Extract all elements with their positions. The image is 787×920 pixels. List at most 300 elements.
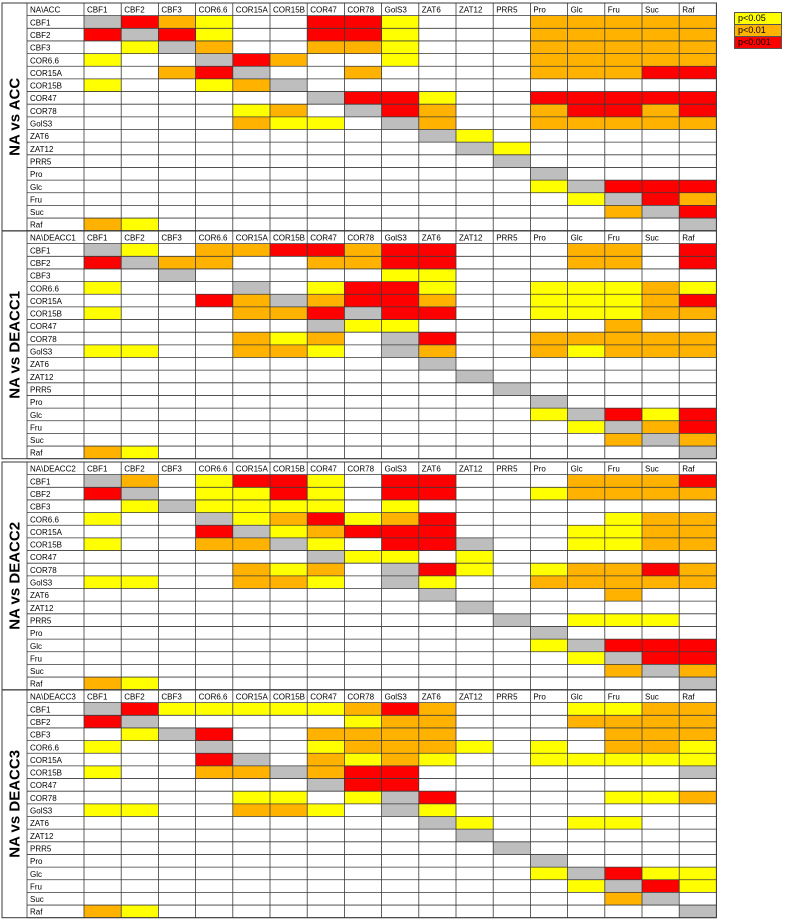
heatmap-cell: [419, 905, 456, 918]
heatmap-cell: [605, 383, 642, 396]
heatmap-cell: [84, 892, 121, 905]
column-label: CBF1: [87, 5, 108, 15]
heatmap-cell: [84, 639, 121, 652]
significance-legend: [734, 12, 782, 49]
heatmap-cell: [642, 854, 679, 867]
heatmap-cell: [196, 104, 233, 117]
heatmap-cell: [121, 728, 158, 741]
heatmap-cell: [605, 282, 642, 295]
heatmap-cell: [642, 269, 679, 282]
heatmap-cell: [84, 601, 121, 614]
heatmap-cell: [344, 829, 381, 842]
heatmap-cell: [233, 320, 270, 333]
heatmap-cell: [568, 892, 605, 905]
heatmap-cell: [419, 130, 456, 143]
heatmap-cell: [307, 218, 344, 231]
heatmap-cell: [344, 370, 381, 383]
heatmap-cell: [307, 370, 344, 383]
heatmap-cell: [270, 576, 307, 589]
row-label: Pro: [30, 857, 43, 867]
heatmap-cell: [270, 320, 307, 333]
heatmap-cell: [382, 307, 419, 320]
heatmap-cell: [158, 905, 195, 918]
row-label: GolS3: [30, 806, 53, 816]
heatmap-cell: [679, 791, 716, 804]
heatmap-cell: [233, 167, 270, 180]
heatmap-cell: [456, 626, 493, 639]
heatmap-cell: [456, 703, 493, 716]
heatmap-cell: [568, 370, 605, 383]
row-label: COR78: [30, 793, 57, 803]
heatmap-cell: [196, 446, 233, 459]
heatmap-cell: [642, 626, 679, 639]
column-label: Fru: [607, 464, 620, 474]
heatmap-cell: [158, 779, 195, 792]
heatmap-cell: [233, 92, 270, 105]
heatmap-cell: [679, 79, 716, 92]
heatmap-cell: [196, 282, 233, 295]
column-label: COR15B: [273, 464, 306, 474]
heatmap-cell: [419, 728, 456, 741]
heatmap-cell: [158, 817, 195, 830]
heatmap-cell: [568, 408, 605, 421]
heatmap-panel: [2, 3, 716, 231]
heatmap-cell: [121, 563, 158, 576]
heatmap-cell: [121, 358, 158, 371]
heatmap-cell: [530, 475, 567, 488]
heatmap-cell: [419, 513, 456, 526]
heatmap-cell: [84, 345, 121, 358]
heatmap-cell: [530, 383, 567, 396]
row-label: CBF2: [30, 258, 51, 268]
panel-title: NA vs DEACC1: [6, 290, 24, 399]
heatmap-cell: [196, 193, 233, 206]
heatmap-cell: [456, 487, 493, 500]
heatmap-cell: [530, 741, 567, 754]
heatmap-cell: [84, 92, 121, 105]
heatmap-cell: [121, 205, 158, 218]
heatmap-cell: [679, 332, 716, 345]
row-label: Glc: [30, 182, 42, 192]
panel-title: NA vs DEACC3: [6, 749, 24, 858]
heatmap-cell: [456, 728, 493, 741]
heatmap-cell: [642, 779, 679, 792]
heatmap-cell: [642, 28, 679, 41]
heatmap-cell: [382, 130, 419, 143]
heatmap-cell: [605, 395, 642, 408]
heatmap-cell: [493, 345, 530, 358]
heatmap-cell: [84, 513, 121, 526]
heatmap-cell: [642, 766, 679, 779]
heatmap-cell: [642, 475, 679, 488]
heatmap-cell: [679, 142, 716, 155]
column-label: COR6.6: [198, 464, 228, 474]
heatmap-cell: [456, 256, 493, 269]
heatmap-cell: [679, 525, 716, 538]
heatmap-cell: [233, 345, 270, 358]
heatmap-cell: [344, 487, 381, 500]
heatmap-cell: [456, 269, 493, 282]
corner-label: NA\ACC: [30, 5, 61, 15]
heatmap-cell: [382, 370, 419, 383]
heatmap-cell: [493, 294, 530, 307]
row-label: Fru: [30, 195, 42, 205]
heatmap-cell: [382, 41, 419, 54]
heatmap-cell: [530, 244, 567, 257]
heatmap-cell: [196, 205, 233, 218]
column-label: Pro: [533, 464, 546, 474]
heatmap-cell: [382, 791, 419, 804]
heatmap-cell: [679, 395, 716, 408]
heatmap-cell: [270, 487, 307, 500]
heatmap-cell: [679, 370, 716, 383]
column-label: COR78: [347, 692, 375, 702]
heatmap-cell: [419, 433, 456, 446]
heatmap-cell: [605, 307, 642, 320]
heatmap-cell: [270, 218, 307, 231]
heatmap-cell: [605, 54, 642, 67]
heatmap-cell: [84, 218, 121, 231]
column-label: COR78: [347, 233, 375, 243]
heatmap-cell: [456, 193, 493, 206]
heatmap-cell: [456, 66, 493, 79]
heatmap-cell: [158, 345, 195, 358]
heatmap-cell: [84, 79, 121, 92]
heatmap-cell: [568, 180, 605, 193]
heatmap-cell: [382, 408, 419, 421]
heatmap-cell: [419, 551, 456, 564]
heatmap-cell: [158, 880, 195, 893]
heatmap-cell: [121, 345, 158, 358]
heatmap-cell: [196, 155, 233, 168]
heatmap-cell: [605, 589, 642, 602]
heatmap-cell: [568, 167, 605, 180]
row-label: ZAT12: [30, 831, 54, 841]
heatmap-cell: [307, 626, 344, 639]
heatmap-cell: [642, 358, 679, 371]
heatmap-cell: [84, 294, 121, 307]
row-label: PRR5: [30, 844, 52, 854]
heatmap-cell: [456, 142, 493, 155]
heatmap-cell: [382, 854, 419, 867]
heatmap-cell: [605, 193, 642, 206]
heatmap-cell: [158, 282, 195, 295]
heatmap-cell: [642, 728, 679, 741]
column-label: ZAT12: [459, 464, 483, 474]
heatmap-cell: [382, 142, 419, 155]
heatmap-cell: [307, 142, 344, 155]
column-label: COR15A: [235, 5, 268, 15]
heatmap-cell: [158, 79, 195, 92]
heatmap-cell: [121, 282, 158, 295]
heatmap-cell: [158, 421, 195, 434]
heatmap-cell: [270, 854, 307, 867]
heatmap-cell: [679, 867, 716, 880]
heatmap-cell: [456, 446, 493, 459]
heatmap-cell: [493, 433, 530, 446]
heatmap-cell: [307, 16, 344, 29]
row-label: GolS3: [30, 347, 53, 357]
heatmap-cell: [679, 408, 716, 421]
column-label: Raf: [682, 233, 695, 243]
heatmap-cell: [605, 294, 642, 307]
heatmap-cell: [568, 804, 605, 817]
heatmap-cell: [382, 614, 419, 627]
heatmap-cell: [84, 563, 121, 576]
heatmap-cell: [121, 854, 158, 867]
heatmap-cell: [530, 589, 567, 602]
heatmap-cell: [84, 16, 121, 29]
heatmap-cell: [158, 167, 195, 180]
row-label: Raf: [30, 679, 43, 689]
heatmap-cell: [568, 880, 605, 893]
heatmap-cell: [493, 601, 530, 614]
heatmap-cell: [233, 433, 270, 446]
heatmap-cell: [530, 41, 567, 54]
heatmap-cell: [270, 513, 307, 526]
heatmap-cell: [196, 753, 233, 766]
heatmap-cell: [530, 817, 567, 830]
heatmap-cell: [568, 538, 605, 551]
heatmap-cell: [196, 92, 233, 105]
heatmap-cell: [233, 193, 270, 206]
heatmap-cell: [270, 715, 307, 728]
heatmap-cell: [233, 829, 270, 842]
heatmap-cell: [419, 601, 456, 614]
heatmap-cell: [530, 513, 567, 526]
row-label: GolS3: [30, 578, 53, 588]
heatmap-cell: [679, 538, 716, 551]
heatmap-cell: [121, 576, 158, 589]
heatmap-cell: [419, 779, 456, 792]
heatmap-cell: [233, 205, 270, 218]
heatmap-cell: [121, 829, 158, 842]
heatmap-cell: [493, 104, 530, 117]
heatmap-cell: [456, 395, 493, 408]
heatmap-cell: [679, 487, 716, 500]
heatmap-cell: [121, 117, 158, 130]
heatmap-cell: [344, 614, 381, 627]
heatmap-cell: [270, 193, 307, 206]
heatmap-cell: [307, 563, 344, 576]
heatmap-cell: [530, 626, 567, 639]
heatmap-cell: [121, 703, 158, 716]
heatmap-cell: [530, 715, 567, 728]
heatmap-cell: [121, 320, 158, 333]
row-label: COR6.6: [30, 743, 59, 753]
heatmap-cell: [158, 829, 195, 842]
heatmap-cell: [196, 703, 233, 716]
heatmap-cell: [530, 842, 567, 855]
heatmap-cell: [679, 715, 716, 728]
heatmap-cell: [382, 395, 419, 408]
heatmap-cell: [158, 639, 195, 652]
heatmap-cell: [530, 892, 567, 905]
heatmap-cell: [456, 664, 493, 677]
heatmap-cell: [344, 104, 381, 117]
heatmap-cell: [233, 779, 270, 792]
heatmap-cell: [233, 155, 270, 168]
heatmap-cell: [84, 358, 121, 371]
heatmap-cell: [530, 180, 567, 193]
heatmap-cell: [307, 345, 344, 358]
heatmap-cell: [84, 167, 121, 180]
heatmap-cell: [121, 92, 158, 105]
heatmap-cell: [307, 551, 344, 564]
heatmap-cell: [121, 867, 158, 880]
heatmap-cell: [121, 218, 158, 231]
heatmap-panel: [2, 231, 716, 459]
heatmap-cell: [419, 332, 456, 345]
heatmap-cell: [419, 54, 456, 67]
heatmap-cell: [679, 475, 716, 488]
heatmap-cell: [530, 538, 567, 551]
heatmap-cell: [121, 155, 158, 168]
heatmap-cell: [530, 332, 567, 345]
heatmap-cell: [568, 79, 605, 92]
heatmap-cell: [642, 282, 679, 295]
heatmap-cell: [679, 664, 716, 677]
heatmap-cell: [84, 256, 121, 269]
heatmap-cell: [419, 205, 456, 218]
heatmap-cell: [679, 421, 716, 434]
heatmap-cell: [493, 854, 530, 867]
heatmap-cell: [605, 766, 642, 779]
heatmap-cell: [270, 41, 307, 54]
heatmap-cell: [158, 130, 195, 143]
heatmap-cell: [307, 842, 344, 855]
heatmap-cell: [196, 180, 233, 193]
heatmap-cell: [121, 54, 158, 67]
heatmap-cell: [456, 753, 493, 766]
heatmap-cell: [382, 421, 419, 434]
heatmap-cell: [158, 804, 195, 817]
heatmap-cell: [419, 880, 456, 893]
heatmap-cell: [679, 345, 716, 358]
heatmap-cell: [382, 205, 419, 218]
heatmap-cell: [419, 256, 456, 269]
column-label: ZAT12: [459, 233, 483, 243]
heatmap-cell: [679, 282, 716, 295]
heatmap-cell: [493, 395, 530, 408]
heatmap-cell: [679, 256, 716, 269]
heatmap-cell: [344, 475, 381, 488]
heatmap-cell: [605, 525, 642, 538]
heatmap-cell: [679, 626, 716, 639]
heatmap-cell: [307, 664, 344, 677]
heatmap-cell: [270, 905, 307, 918]
heatmap-cell: [307, 854, 344, 867]
heatmap-cell: [158, 104, 195, 117]
heatmap-cell: [344, 383, 381, 396]
heatmap-cell: [493, 905, 530, 918]
heatmap-cell: [121, 715, 158, 728]
heatmap-cell: [344, 332, 381, 345]
heatmap-cell: [196, 741, 233, 754]
heatmap-cell: [196, 563, 233, 576]
heatmap-cell: [605, 867, 642, 880]
heatmap-cell: [196, 551, 233, 564]
heatmap-cell: [307, 652, 344, 665]
row-label: COR6.6: [30, 284, 59, 294]
heatmap-cell: [605, 892, 642, 905]
heatmap-cell: [530, 345, 567, 358]
row-label: Glc: [30, 410, 42, 420]
heatmap-cell: [642, 487, 679, 500]
heatmap-cell: [158, 433, 195, 446]
heatmap-cell: [84, 130, 121, 143]
heatmap-cell: [679, 892, 716, 905]
heatmap-cell: [344, 639, 381, 652]
heatmap-cell: [493, 664, 530, 677]
heatmap-cell: [382, 563, 419, 576]
heatmap-cell: [196, 54, 233, 67]
heatmap-cell: [382, 320, 419, 333]
heatmap-cell: [456, 294, 493, 307]
heatmap-cell: [642, 370, 679, 383]
heatmap-cell: [233, 370, 270, 383]
heatmap-cell: [307, 791, 344, 804]
column-label: Glc: [570, 233, 583, 243]
heatmap-cell: [158, 218, 195, 231]
heatmap-cell: [642, 576, 679, 589]
heatmap-cell: [233, 244, 270, 257]
heatmap-cell: [158, 728, 195, 741]
corner-label: NA\DEACC3: [30, 692, 76, 702]
heatmap-cell: [158, 589, 195, 602]
heatmap-cell: [158, 193, 195, 206]
heatmap-cell: [307, 487, 344, 500]
heatmap-cell: [605, 563, 642, 576]
column-label: Pro: [533, 5, 546, 15]
panel-title: NA vs DEACC2: [6, 521, 24, 630]
heatmap-cell: [605, 576, 642, 589]
column-label: GolS3: [384, 233, 407, 243]
heatmap-cell: [196, 766, 233, 779]
heatmap-cell: [344, 589, 381, 602]
heatmap-cell: [307, 905, 344, 918]
heatmap-cell: [121, 193, 158, 206]
heatmap-cell: [307, 766, 344, 779]
heatmap-cell: [642, 142, 679, 155]
heatmap-cell: [456, 652, 493, 665]
heatmap-cell: [456, 41, 493, 54]
heatmap-cell: [121, 664, 158, 677]
heatmap-cell: [568, 652, 605, 665]
heatmap-cell: [382, 383, 419, 396]
heatmap-cell: [158, 601, 195, 614]
heatmap-cell: [121, 16, 158, 29]
heatmap-cell: [158, 513, 195, 526]
heatmap-cell: [493, 16, 530, 29]
heatmap-cell: [233, 117, 270, 130]
heatmap-cell: [456, 130, 493, 143]
heatmap-cell: [307, 294, 344, 307]
heatmap-cell: [493, 79, 530, 92]
heatmap-cell: [605, 614, 642, 627]
heatmap-cell: [382, 842, 419, 855]
column-label: COR6.6: [198, 5, 228, 15]
heatmap-cell: [679, 205, 716, 218]
heatmap-cell: [456, 167, 493, 180]
heatmap-cell: [344, 880, 381, 893]
heatmap-cell: [270, 614, 307, 627]
heatmap-cell: [679, 829, 716, 842]
heatmap-cell: [605, 117, 642, 130]
heatmap-cell: [605, 551, 642, 564]
heatmap-cell: [605, 715, 642, 728]
heatmap-cell: [419, 589, 456, 602]
